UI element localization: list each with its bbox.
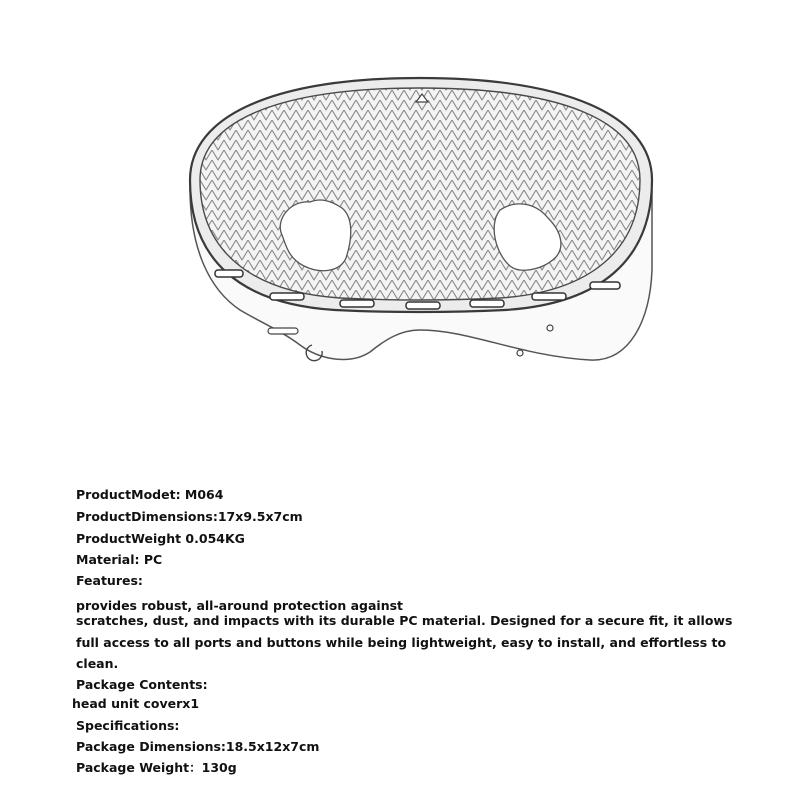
specifications-heading: Specifications:	[76, 718, 180, 733]
package-contents-heading: Package Contents:	[76, 677, 208, 692]
product-image	[170, 60, 670, 390]
features-line-3: full access to all ports and buttons while being lightweight, easy to install, and effortless to	[76, 635, 727, 650]
features-line-1: provides robust, all-around protection against	[76, 598, 404, 613]
features-line-4: clean.	[76, 656, 119, 671]
package-weight: Package Weight：130g	[76, 760, 237, 775]
material: Material: PC	[76, 552, 163, 567]
features-heading: Features:	[76, 573, 143, 588]
package-contents: head unit coverx1	[72, 696, 200, 711]
package-dimensions: Package Dimensions:18.5x12x7cm	[76, 739, 320, 754]
product-weight: ProductWeight 0.054KG	[76, 531, 245, 546]
product-model: ProductModet: M064	[76, 487, 224, 502]
product-dimensions: ProductDimensions:17x9.5x7cm	[76, 509, 303, 524]
headset-cover-illustration	[170, 60, 670, 390]
features-line-2: scratches, dust, and impacts with its durable PC material. Designed for a secure fit, it allows	[76, 613, 733, 628]
